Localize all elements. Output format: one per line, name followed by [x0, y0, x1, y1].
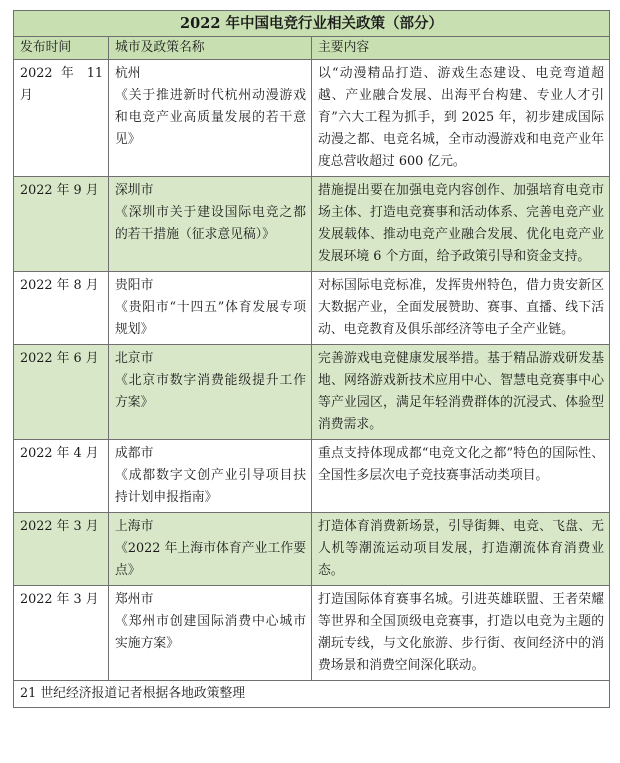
row-content: 打造国际体育赛事名城。引进英雄联盟、王者荣耀等世界和全国顶级电竞赛事，打造以电竞为主题的潮玩专线，与文化旅游、步行街、夜间经济中的消费场景和消费空间深化联动。	[312, 586, 610, 681]
policy-table	[13, 10, 610, 708]
row-city-policy	[109, 586, 312, 681]
source-note: 21 世纪经济报道记者根据各地政策整理	[14, 681, 610, 708]
table-title: 2022 年中国电竞行业相关政策（部分）	[14, 11, 610, 37]
table-row	[14, 586, 610, 681]
policy-table-container	[13, 10, 609, 708]
table-row	[14, 513, 610, 586]
row-city: 贵阳市	[115, 278, 154, 293]
row-city-policy	[109, 177, 312, 272]
row-policy: 《成都数字文创产业引导项目扶持计划申报指南》	[115, 468, 306, 505]
row-city: 北京市	[115, 351, 154, 366]
title-row	[14, 11, 610, 37]
header-row	[14, 37, 610, 60]
table-row	[14, 272, 610, 345]
row-policy: 《郑州市创建国际消费中心城市实施方案》	[115, 614, 306, 651]
row-date: 2022 年 9 月	[14, 177, 109, 272]
table-row	[14, 345, 610, 440]
row-content: 重点支持体现成都“电竞文化之都”特色的国际性、全国性多层次电子竞技赛事活动类项目。	[312, 440, 610, 513]
row-content: 以“动漫精品打造、游戏生态建设、电竞弯道超越、产业融合发展、出海平台构建、专业人才引育”六大工程为抓手，到 2025 年，初步建成国际动漫之都、电竞名城，全市动漫游戏和电竞产业年度总营收超过 600 亿元。	[312, 60, 610, 177]
row-content: 完善游戏电竞健康发展举措。基于精品游戏研发基地、网络游戏新技术应用中心、智慧电竞赛事中心等产业园区，满足年轻消费群体的沉浸式、体验型消费需求。	[312, 345, 610, 440]
header-city-policy: 城市及政策名称	[109, 37, 312, 60]
table-row	[14, 440, 610, 513]
row-city-policy	[109, 345, 312, 440]
row-date: 2022 年 11 月	[14, 60, 109, 177]
row-content: 措施提出要在加强电竞内容创作、加强培育电竞市场主体、打造电竞赛事和活动体系、完善电竞产业发展载体、推动电竞产业融合发展、优化电竞产业发展环境 6 个方面，给予政策引导和资金支持。	[312, 177, 610, 272]
header-content: 主要内容	[312, 37, 610, 60]
row-date: 2022 年 6 月	[14, 345, 109, 440]
row-policy: 《深圳市关于建设国际电竞之都的若干措施（征求意见稿）》	[115, 205, 306, 242]
row-city: 杭州	[115, 66, 141, 81]
row-policy: 《2022 年上海市体育产业工作要点》	[115, 541, 306, 578]
row-date: 2022 年 3 月	[14, 586, 109, 681]
row-policy: 《北京市数字消费能级提升工作方案》	[115, 373, 306, 410]
row-city: 郑州市	[115, 592, 154, 607]
row-city-policy	[109, 440, 312, 513]
row-city: 深圳市	[115, 183, 154, 198]
row-date: 2022 年 8 月	[14, 272, 109, 345]
row-date: 2022 年 4 月	[14, 440, 109, 513]
row-city-policy	[109, 513, 312, 586]
row-city: 上海市	[115, 519, 154, 534]
footer-row	[14, 681, 610, 708]
row-city: 成都市	[115, 446, 154, 461]
row-policy: 《贵阳市“十四五”体育发展专项规划》	[115, 300, 306, 337]
header-date: 发布时间	[14, 37, 109, 60]
row-content: 对标国际电竞标准，发挥贵州特色，借力贵安新区大数据产业，全面发展赞助、赛事、直播、线下活动、电竞教育及俱乐部经济等电子全产业链。	[312, 272, 610, 345]
row-policy: 《关于推进新时代杭州动漫游戏和电竞产业高质量发展的若干意见》	[115, 88, 306, 147]
table-row	[14, 60, 610, 177]
table-row	[14, 177, 610, 272]
row-content: 打造体育消费新场景，引导街舞、电竞、飞盘、无人机等潮流运动项目发展，打造潮流体育消费业态。	[312, 513, 610, 586]
row-city-policy	[109, 60, 312, 177]
row-city-policy	[109, 272, 312, 345]
row-date: 2022 年 3 月	[14, 513, 109, 586]
